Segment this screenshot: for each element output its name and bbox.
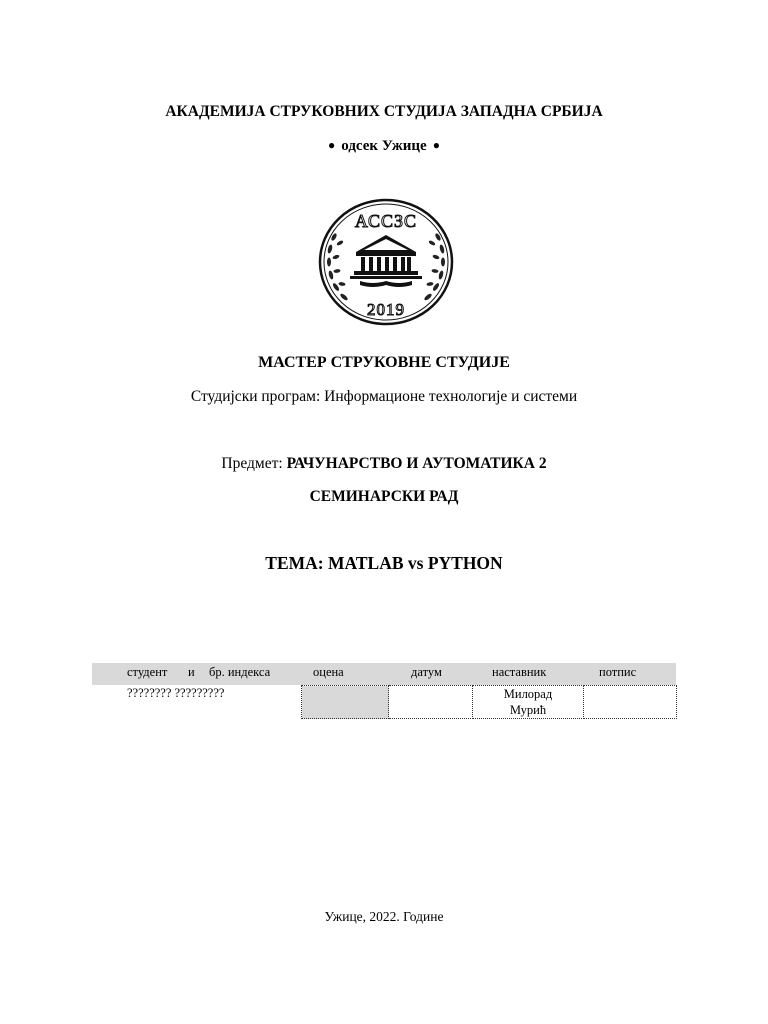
- header-grade: оцена: [313, 665, 344, 679]
- academy-seal-logo: [316, 197, 456, 327]
- grade-cell: [302, 686, 389, 719]
- subject-line: [0, 455, 768, 473]
- teacher-first-name: Милорад: [503, 687, 553, 701]
- institution-title: АКАДЕМИЈА СТРУКОВНИХ СТУДИЈА ЗАПАДНА СРБИЈА: [165, 103, 603, 120]
- header-student: студент: [127, 665, 168, 679]
- seal-year: 2019: [367, 300, 405, 319]
- bullet-right: ●: [432, 138, 440, 152]
- header-signature: потпис: [599, 665, 637, 679]
- header-teacher: наставник: [492, 665, 547, 679]
- header-and: и: [188, 665, 195, 679]
- signature-cell: [584, 686, 677, 719]
- program-level: МАСТЕР СТРУКОВНЕ СТУДИЈЕ: [258, 354, 510, 371]
- bullet-left: ●: [328, 138, 336, 152]
- topic-label: ТЕМА:: [265, 553, 324, 573]
- student-name-index: ???????? ?????????: [127, 686, 225, 700]
- seal-lettering: АССЗС: [354, 211, 418, 231]
- subject-value: РАЧУНАРСТВО И АУТОМАТИКА 2: [286, 455, 547, 472]
- teacher-cell: [473, 686, 584, 719]
- date-cell: [389, 686, 473, 719]
- grade-table: [301, 685, 677, 719]
- department-line: [0, 138, 768, 155]
- header-date: датум: [411, 665, 442, 679]
- department-name: одсек Ужице: [341, 138, 427, 154]
- table-row: [302, 686, 677, 719]
- teacher-last-name: Мурић: [509, 703, 547, 717]
- paper-type: СЕМИНАРСКИ РАД: [309, 488, 459, 505]
- study-program: Студијски програм: Информационе технологије и системи: [190, 388, 578, 405]
- topic-value: MATLAB vs PYTHON: [328, 553, 503, 573]
- footer-place-date: Ужице, 2022. Године: [324, 909, 444, 924]
- header-index: бр. индекса: [209, 665, 271, 679]
- topic-line: [0, 553, 768, 574]
- table-header-band: [92, 663, 676, 685]
- subject-label: Предмет:: [221, 455, 283, 472]
